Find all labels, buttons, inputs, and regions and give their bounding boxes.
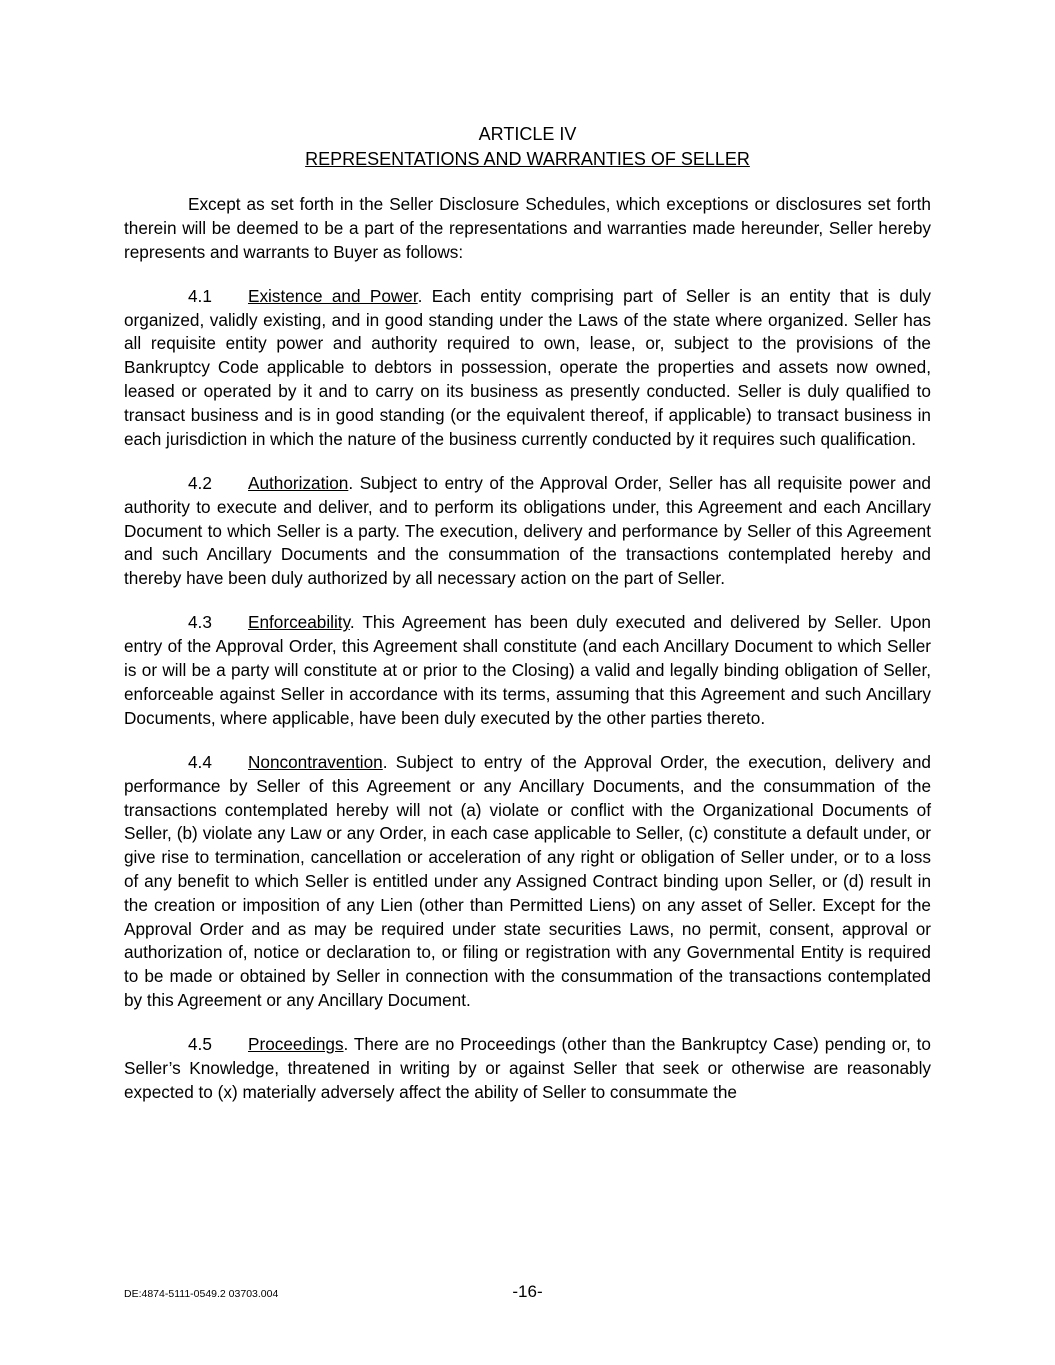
section-4-3: 4.3 Enforceability. This Agreement has been duly executed and delivered by Seller. Upon entry of the Approval Order, this Agreement shall constitute (and each Ancillary Document to which Seller is or will be a party will constitute at or prior to the Closing) a valid and legally binding obligation of Seller, enforceable against Seller in accordance with its terms, assuming that this Agreement and such Ancillary Documents, where applicable, have been duly executed by the other parties thereto.	[124, 612, 931, 728]
section-title: Existence and Power	[248, 285, 418, 306]
section-title: Authorization	[248, 472, 349, 493]
section-title: Noncontravention	[248, 751, 383, 772]
section-4-4: 4.4 Noncontravention. Subject to entry of the Approval Order, the execution, delivery and performance by Seller of this Agreement or any Ancillary Documents, and the consummation of the transactions contemplated hereby will not (a) violate or conflict with the Organizational Documents of Seller, (b) violate any Law or any Order, in each case applicable to Seller, (c) constitute a default under, or give rise to termination, cancellation or acceleration of any right or obligation of Seller under, or to a loss of any benefit to which Seller is entitled under any Assigned Contract binding upon Seller, or (d) result in the creation or imposition of any Lien (other than Permitted Liens) on any asset of Seller. Except for the Approval Order and as may be required under state securities Laws, no permit, consent, approval or authorization of, notice or declaration to, or filing or registration with any Governmental Entity is required to be made or obtained by Seller in connection with the consummation of the transactions contemplated by this Agreement or any Ancillary Document.	[124, 751, 931, 1010]
section-text: This Agreement has been duly executed and delivered by Seller. Upon entry of the Approval Order, this Agreement shall constitute (and each Ancillary Document to which Seller is or will be a party will constitute at or prior to the Closing) a valid and legally binding obligation of Seller, enforceable against Seller in accordance with its terms, assuming that this Agreement and such Ancillary Documents, where applicable, have been duly executed by the other parties thereto.	[124, 612, 931, 728]
section-title: Enforceability	[248, 612, 350, 633]
section-number: 4.1	[188, 285, 212, 306]
section-number: 4.3	[188, 612, 212, 633]
article-number: ARTICLE IV	[478, 124, 577, 144]
article-title: REPRESENTATIONS AND WARRANTIES OF SELLER	[305, 149, 750, 169]
section-number: 4.5	[188, 1034, 212, 1055]
section-number: 4.2	[188, 472, 212, 493]
section-title: Proceedings	[248, 1034, 344, 1055]
section-4-2: 4.2 Authorization. Subject to entry of the Approval Order, Seller has all requisite power and authority to execute and deliver, and to perform its obligations under, this Agreement and each Ancillary Document to which Seller is a party. The execution, delivery and performance by Seller of this Agreement and such Ancillary Documents and the consummation of the transactions contemplated hereby and thereby have been duly authorized by all necessary action on the part of Seller.	[124, 472, 931, 589]
section-text: Each entity comprising part of Seller is an entity that is duly organized, validly existing, and in good standing under the Laws of the state where organized. Seller has all requisite entity power and authority required to own, lease, or, subject to the provisions of the Bankruptcy Code applicable to debtors in possession, operate the properties and assets now owned, leased or operated by it and to carry on its business as presently conducted. Seller is duly qualified to transact business and is in good standing (or the equivalent thereof, if applicable) to transact business in each jurisdiction in which the nature of the business currently conducted by it requires such qualification.	[124, 285, 932, 449]
section-number: 4.4	[188, 751, 212, 772]
section-text: Subject to entry of the Approval Order, the execution, delivery and performance by Seller of this Agreement or any Ancillary Documents, and the consummation of the transactions contemplated hereby will not (a) violate or conflict with the Organizational Documents of Seller, (b) violate any Law or any Order, in each case applicable to Seller, (c) constitute a default under, or give rise to termination, cancellation or acceleration of any right or obligation of Seller under, or to a loss of any benefit to which Seller is entitled under any Assigned Contract binding upon Seller, or (d) result in the creation or imposition of any Lien (other than Permitted Liens) on any asset of Seller. Except for the Approval Order and as may be required under state securities Laws, no permit, consent, approval or authorization of, notice or declaration to, or filing or registration with any Governmental Entity is required to be made or obtained by Seller in connection with the consummation of the transactions contemplated by this Agreement or any Ancillary Document.	[124, 751, 931, 1010]
footer-page-number: -16-	[512, 1282, 543, 1301]
section-text: There are no Proceedings (other than the Bankruptcy Case) pending or, to Seller’s Knowledge, threatened in writing by or against Seller that seek or otherwise are reasonably expected to (x) materially adversely affect the ability of Seller to consummate the	[124, 1034, 931, 1102]
document-body	[124, 122, 931, 1105]
section-4-5: 4.5 Proceedings. There are no Proceedings (other than the Bankruptcy Case) pending or, to Seller’s Knowledge, threatened in writing by or against Seller that seek or otherwise are reasonably expected to (x) materially adversely affect the ability of Seller to consummate the	[124, 1034, 931, 1102]
section-4-1: 4.1 Existence and Power. Each entity comprising part of Seller is an entity that is duly organized, validly existing, and in good standing under the Laws of the state where organized. Seller has all requisite entity power and authority required to own, lease, or, subject to the provisions of the Bankruptcy Code applicable to debtors in possession, operate the properties and assets now owned, leased or operated by it and to carry on its business as presently conducted. Seller is duly qualified to transact business and is in good standing (or the equivalent thereof, if applicable) to transact business in each jurisdiction in which the nature of the business currently conducted by it requires such qualification.	[124, 285, 932, 449]
section-text: Subject to entry of the Approval Order, Seller has all requisite power and authority to execute and deliver, and to perform its obligations under, this Agreement and each Ancillary Document to which Seller is a party. The execution, delivery and performance by Seller of this Agreement and such Ancillary Documents and the consummation of the transactions contemplated hereby and thereby have been duly authorized by all necessary action on the part of Seller.	[124, 472, 931, 589]
footer-document-id: DE:4874-5111-0549.2 03703.004	[124, 1288, 279, 1300]
intro-paragraph: Except as set forth in the Seller Disclosure Schedules, which exceptions or disclosures set forth therein will be deemed to be a part of the representations and warranties made hereunder, Seller hereby represents and warrants to Buyer as follows:	[124, 194, 931, 262]
